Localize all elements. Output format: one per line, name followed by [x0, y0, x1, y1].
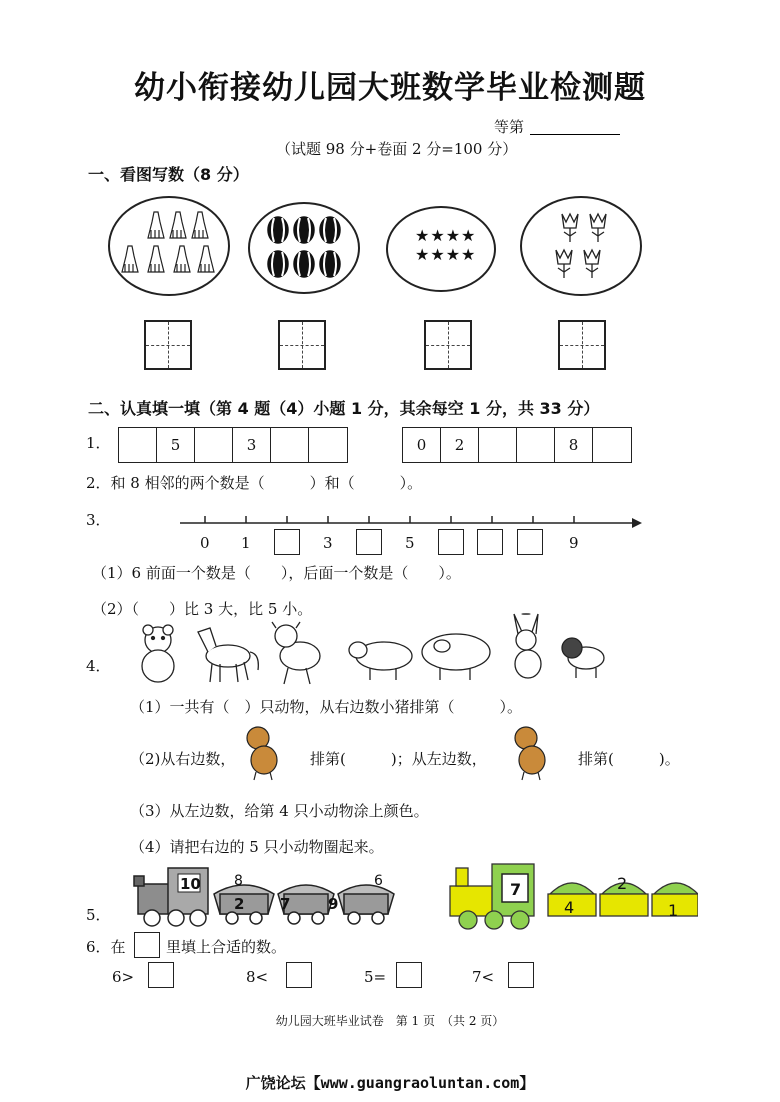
tick-label: 1 [241, 534, 251, 552]
car-bottom-number: 1 [668, 901, 679, 920]
engine-number: 10 [180, 875, 201, 893]
q6-item-label: 8< [246, 968, 269, 986]
q1-number: 1． [86, 434, 111, 452]
q1b-cell[interactable]: 2 [441, 428, 479, 462]
broom-icon [110, 198, 228, 294]
dog-icon [562, 638, 604, 678]
pig-icon [422, 634, 490, 680]
cow-icon [240, 724, 290, 782]
section2-heading: 二、认真填一填（第 4 题（4）小题 1 分，其余每空 1 分，共 33 分） [88, 399, 600, 418]
striped-egg-icon [250, 204, 358, 292]
tick-label: 0 [200, 534, 210, 552]
car-bottom-number: 2 [234, 895, 245, 913]
q6-example-box [134, 932, 160, 958]
q3-number: 3． [86, 511, 111, 529]
q1b-cell[interactable] [593, 428, 631, 462]
q6-lead-a: 6．在 [86, 938, 126, 956]
q4-sub1: （1）一共有（ ）只动物，从右边数小猪排第（ ）。 [130, 698, 523, 716]
train-left [128, 858, 420, 930]
q1a-cell[interactable] [195, 428, 233, 462]
q1a-cell[interactable]: 5 [157, 428, 195, 462]
q6-answer-box[interactable] [286, 962, 312, 988]
page-footer: 幼儿园大班毕业试卷 第 1 页 （共 2 页） [275, 1014, 505, 1028]
q4-sub3: （3）从左边数，给第 4 只小动物涂上颜色。 [130, 802, 429, 820]
tulip-icon [522, 198, 640, 294]
tick-label: 9 [569, 534, 579, 552]
answer-box-3[interactable] [424, 320, 472, 370]
picture-group-stars [386, 206, 496, 292]
star-icon: ★★★★ ★★★★ [415, 226, 477, 264]
q5-number: 5． [86, 906, 111, 924]
q1-number-row-b [402, 427, 632, 463]
picture-group-broom [108, 196, 230, 296]
grade-blank[interactable] [530, 134, 620, 135]
q6-answer-box[interactable] [396, 962, 422, 988]
q3-sub2: （2）（ ）比 3 大，比 5 小。 [92, 600, 313, 618]
tick-answer-box[interactable] [477, 529, 503, 555]
q4-sub4: （4）请把右边的 5 只小动物圈起来。 [130, 838, 384, 856]
car-top-number: 8 [234, 873, 243, 889]
q1b-cell[interactable] [479, 428, 517, 462]
q6-item-label: 7< [472, 968, 495, 986]
q6-item-label: 5= [364, 968, 387, 986]
q1a-cell[interactable] [309, 428, 347, 462]
cow-icon [508, 724, 558, 782]
tick-label: 3 [323, 534, 333, 552]
q1a-cell[interactable] [119, 428, 157, 462]
tick-answer-box[interactable] [274, 529, 300, 555]
tick-label: 5 [405, 534, 415, 552]
q1-number-row-a [118, 427, 348, 463]
rabbit-icon [514, 614, 541, 678]
grade-label: 等第 [494, 118, 525, 136]
tick-answer-box[interactable] [356, 529, 382, 555]
answer-box-2[interactable] [278, 320, 326, 370]
q4-number: 4． [86, 657, 111, 675]
animal-row [128, 612, 628, 686]
arrow-icon [632, 518, 642, 528]
engine-number: 7 [510, 880, 522, 899]
cow-icon [272, 622, 320, 684]
q4-sub2-a: （2)从右边数， [130, 750, 236, 768]
picture-group-eggs [248, 202, 360, 294]
q1b-cell[interactable]: 8 [555, 428, 593, 462]
bear-icon [142, 625, 174, 682]
car-top-number: 2 [617, 874, 628, 893]
q4-sub2-b: 排第( )；从左边数， [310, 750, 487, 768]
sheep-icon [349, 642, 412, 680]
q6-item-label: 6> [112, 968, 135, 986]
q3-sub1: （1）6 前面一个数是（ ），后面一个数是（ ）。 [92, 564, 461, 582]
car-bottom-number: 9 [328, 895, 339, 913]
q4-sub2-c: 排第( )。 [578, 750, 680, 768]
score-note: （试题 98 分+卷面 2 分=100 分） [276, 140, 518, 158]
q6-answer-box[interactable] [508, 962, 534, 988]
car-bottom-number: 7 [280, 895, 291, 913]
page-title: 幼小衔接幼儿园大班数学毕业检测题 [134, 70, 646, 106]
q1a-cell[interactable] [271, 428, 309, 462]
train-right [442, 858, 698, 932]
q2-text: 2．和 8 相邻的两个数是（ ）和（ ）。 [86, 474, 423, 492]
tick-answer-box[interactable] [438, 529, 464, 555]
answer-box-4[interactable] [558, 320, 606, 370]
tick-answer-box[interactable] [517, 529, 543, 555]
answer-box-1[interactable] [144, 320, 192, 370]
q6-answer-box[interactable] [148, 962, 174, 988]
q6-lead-b: 里填上合适的数。 [166, 938, 287, 956]
car-top-number: 6 [374, 873, 383, 889]
q1b-cell[interactable] [517, 428, 555, 462]
site-watermark: 广饶论坛【www.guangraoluntan.com】 [245, 1074, 535, 1092]
horse-icon [198, 628, 258, 682]
q1a-cell[interactable]: 3 [233, 428, 271, 462]
q1b-cell[interactable]: 0 [403, 428, 441, 462]
section1-heading: 一、看图写数（8 分） [88, 165, 249, 184]
picture-group-tulips [520, 196, 642, 296]
car-bottom-number: 4 [564, 898, 575, 917]
